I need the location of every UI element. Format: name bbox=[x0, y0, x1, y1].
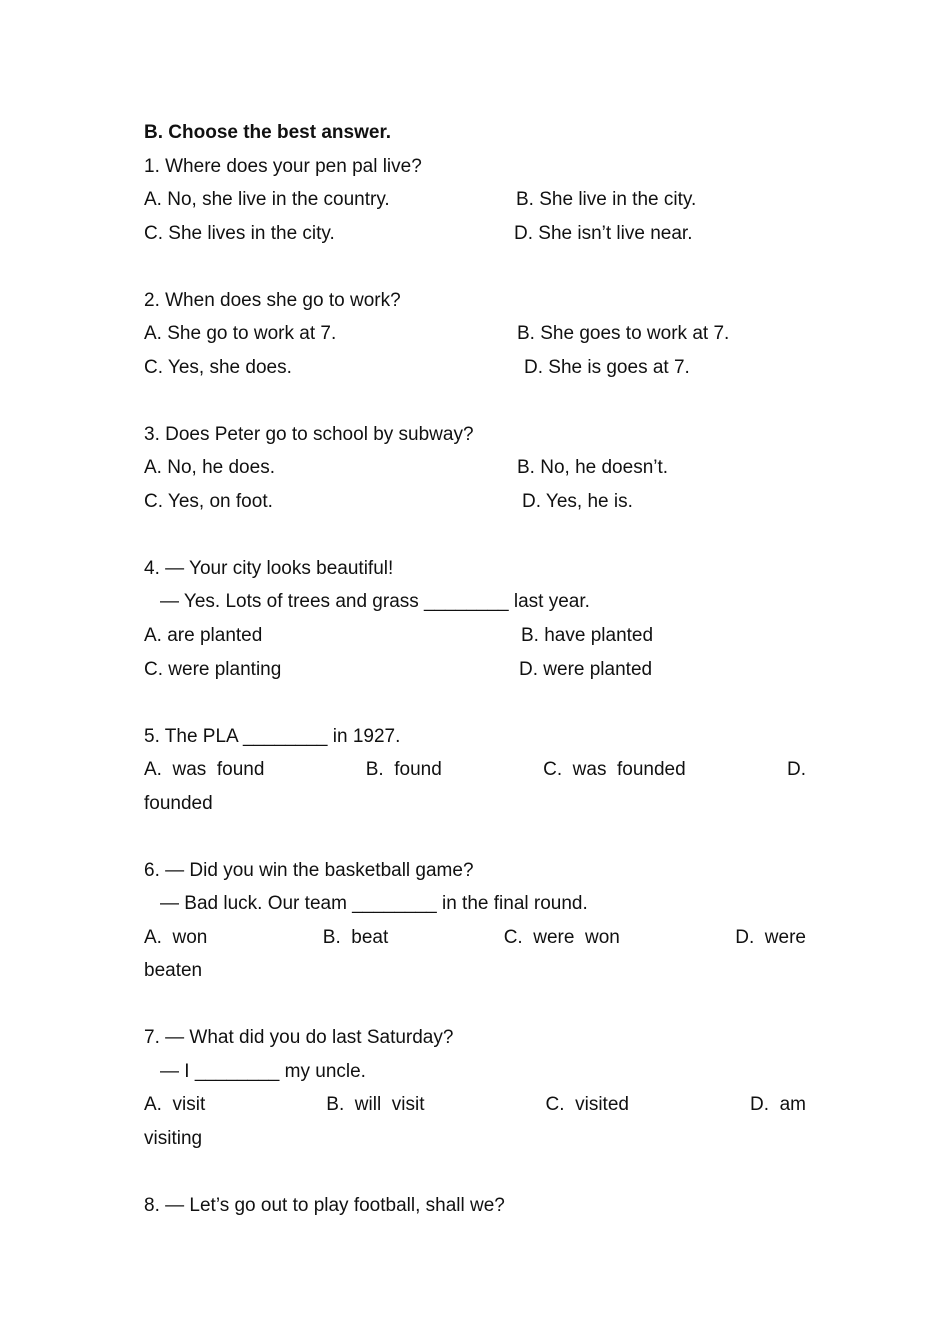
question-3-option-b: B. No, he doesn’t. bbox=[517, 457, 669, 478]
question-6-option-c: C. were won bbox=[503, 927, 620, 948]
question-6-options-row bbox=[144, 926, 806, 950]
question-6-stem-reply: — Bad luck. Our team ________ in the final round. bbox=[160, 893, 588, 914]
question-2-stem: 2. When does she go to work? bbox=[144, 290, 401, 311]
question-5-option-d: D. bbox=[787, 759, 806, 780]
question-6-option-b: B. beat bbox=[322, 927, 389, 948]
question-7-option-b: B. will visit bbox=[326, 1094, 425, 1115]
question-6-option-a: A. won bbox=[144, 927, 208, 948]
question-5-option-b: B. found bbox=[365, 759, 442, 780]
question-7-stem-reply: — I ________ my uncle. bbox=[160, 1061, 366, 1082]
question-1-option-c: C. She lives in the city. bbox=[144, 223, 335, 244]
question-2-option-d: D. She is goes at 7. bbox=[524, 357, 690, 378]
question-2-option-b: B. She goes to work at 7. bbox=[517, 323, 730, 344]
question-7-option-a: A. visit bbox=[144, 1094, 206, 1115]
question-7-options-row bbox=[144, 1093, 806, 1117]
question-3-option-d: D. Yes, he is. bbox=[522, 491, 633, 512]
question-2-option-c: C. Yes, she does. bbox=[144, 357, 292, 378]
question-1-stem: 1. Where does your pen pal live? bbox=[144, 156, 422, 177]
question-8-stem: 8. — Let’s go out to play football, shall we? bbox=[144, 1195, 505, 1216]
question-1-option-d: D. She isn’t live near. bbox=[514, 223, 693, 244]
question-6-stem: 6. — Did you win the basketball game? bbox=[144, 860, 474, 881]
question-4-stem-reply: — Yes. Lots of trees and grass ________ last year. bbox=[160, 591, 590, 612]
question-7-option-d-wrap: visiting bbox=[144, 1128, 203, 1149]
question-7-option-d: D. am bbox=[750, 1094, 806, 1115]
question-3-option-a: A. No, he does. bbox=[144, 457, 275, 478]
section-heading: B. Choose the best answer. bbox=[144, 122, 392, 143]
question-1-option-b: B. She live in the city. bbox=[516, 189, 697, 210]
question-7-stem: 7. — What did you do last Saturday? bbox=[144, 1027, 454, 1048]
question-5-stem: 5. The PLA ________ in 1927. bbox=[144, 726, 401, 747]
question-5-options-row bbox=[144, 758, 806, 782]
question-3-stem: 3. Does Peter go to school by subway? bbox=[144, 424, 474, 445]
question-4-option-b: B. have planted bbox=[521, 625, 654, 646]
question-3-option-c: C. Yes, on foot. bbox=[144, 491, 273, 512]
question-2-option-a: A. She go to work at 7. bbox=[144, 323, 337, 344]
question-4-option-c: C. were planting bbox=[144, 659, 282, 680]
question-4-option-d: D. were planted bbox=[519, 659, 653, 680]
question-6-option-d: D. were bbox=[735, 927, 806, 948]
question-4-stem: 4. — Your city looks beautiful! bbox=[144, 558, 394, 579]
question-6-option-d-wrap: beaten bbox=[144, 960, 203, 981]
question-1-option-a: A. No, she live in the country. bbox=[144, 189, 390, 210]
question-4-option-a: A. are planted bbox=[144, 625, 263, 646]
question-5-option-a: A. was found bbox=[144, 759, 265, 780]
question-5-option-c: C. was founded bbox=[543, 759, 686, 780]
question-7-option-c: C. visited bbox=[545, 1094, 629, 1115]
question-5-option-d-wrap: founded bbox=[144, 793, 213, 814]
